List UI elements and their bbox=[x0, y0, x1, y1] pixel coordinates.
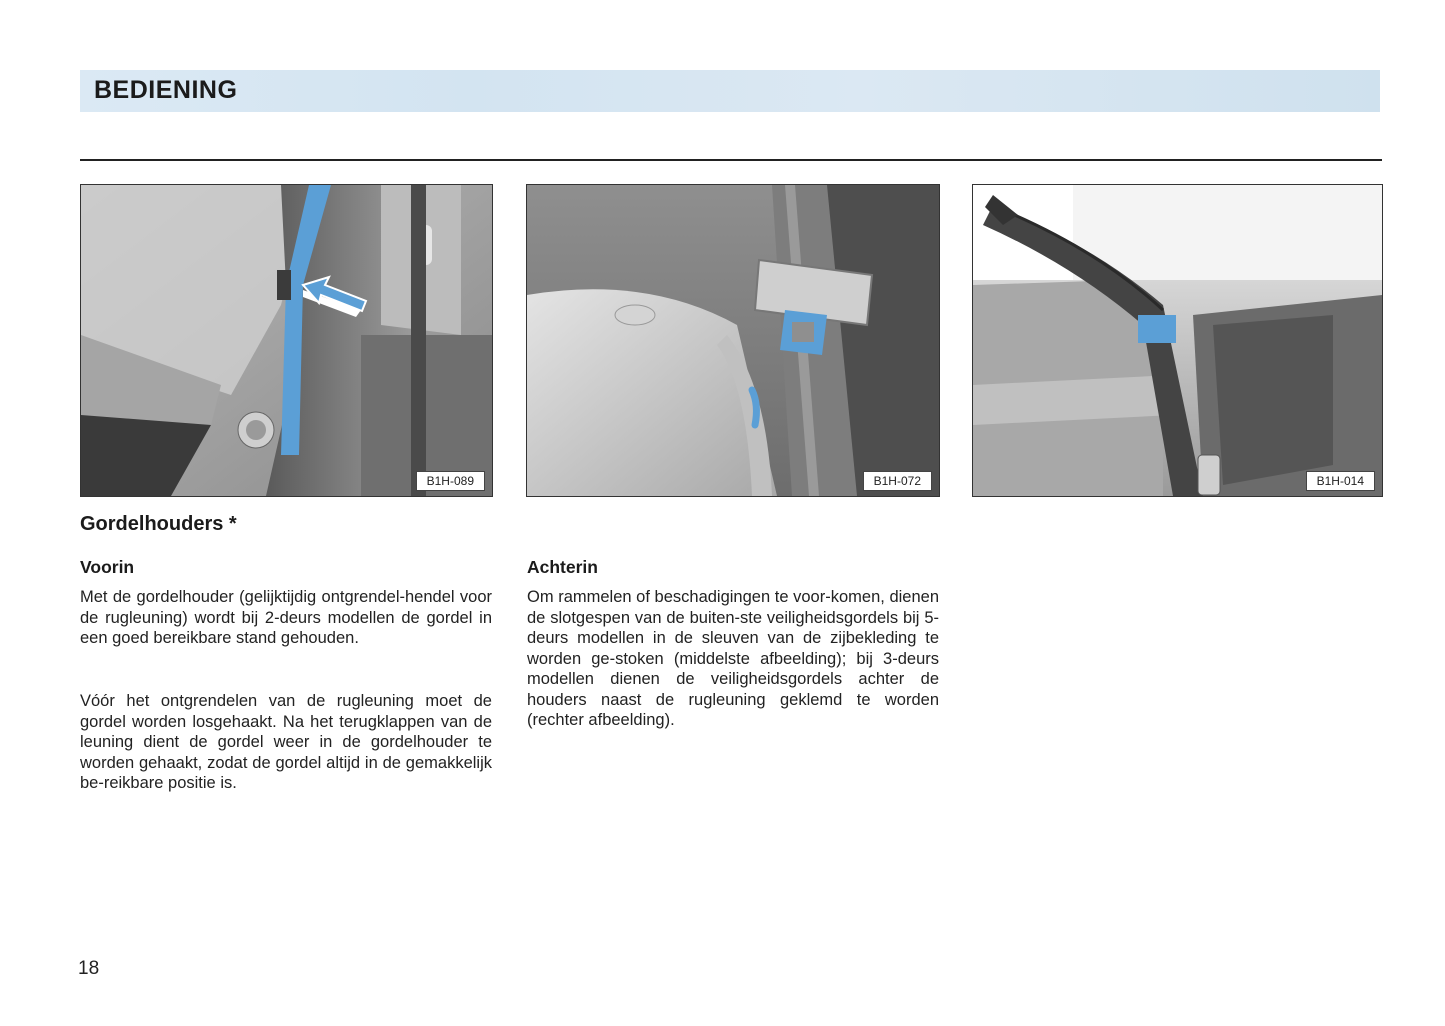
rear-buckle-slot-illustration bbox=[527, 185, 939, 496]
figure-front-belt-holder bbox=[80, 184, 493, 497]
voorin-paragraph-1: Met de gordelhouder (gelijktijdig ontgrendel-hendel voor de rugleuning) wordt bij 2-deurs modellen de gordel in een goed bereikbare stand gehouden. bbox=[80, 588, 492, 647]
header-rule bbox=[80, 159, 1382, 161]
figure-code: B1H-072 bbox=[863, 471, 932, 491]
rear-belt-holder-illustration bbox=[973, 185, 1382, 496]
header-band bbox=[80, 70, 1380, 112]
page-number: 18 bbox=[78, 958, 100, 979]
achterin-paragraph-1: Om rammelen of beschadigingen te voor-komen, dienen de slotgespen van de buiten-ste veiligheidsgordels bij 5-deurs modellen in de sleuven van de zijbekleding te worden ge-stoken (middelste afbeelding); bij 3-deurs modellen dienen de veiligheidsgordels achter de houders naast de rugleuning geklemd te worden (rechter afbeelding). bbox=[527, 588, 939, 729]
achterin-title: Achterin bbox=[527, 557, 598, 577]
figure-rear-belt-holder bbox=[972, 184, 1383, 497]
figure-rear-buckle-slot bbox=[526, 184, 940, 497]
page-header-title: BEDIENING bbox=[94, 76, 238, 104]
figure-code: B1H-014 bbox=[1306, 471, 1375, 491]
front-belt-holder-illustration bbox=[81, 185, 492, 496]
voorin-title: Voorin bbox=[80, 557, 135, 577]
voorin-paragraph-2: Vóór het ontgrendelen van de rugleuning moet de gordel worden losgehaakt. Na het terugklappen van de leuning dient de gordel weer in de gordelhouder te worden gehaakt, zodat de gordel altijd in de gemakkelijk be-reikbare positie is. bbox=[80, 692, 492, 792]
figure-code: B1H-089 bbox=[416, 471, 485, 491]
belt-holder-clip bbox=[1138, 315, 1176, 343]
section-title: Gordelhouders * bbox=[80, 513, 237, 535]
